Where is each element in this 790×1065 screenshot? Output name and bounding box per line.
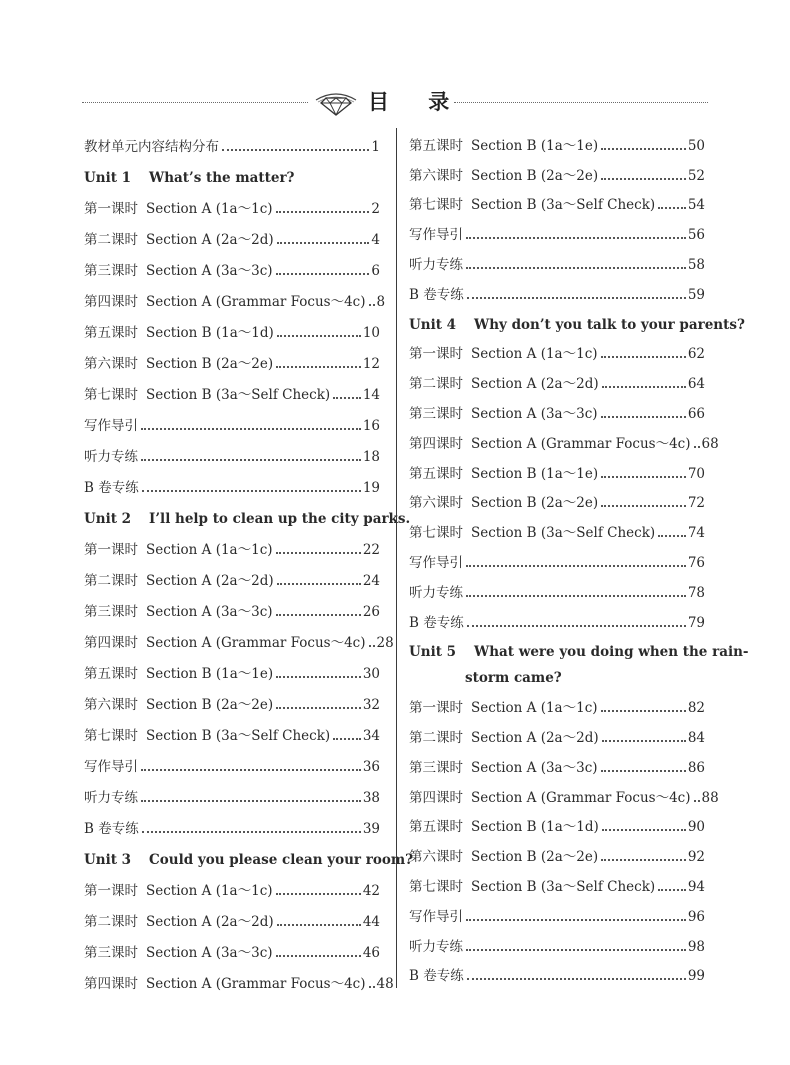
- page-number: 26: [362, 604, 380, 620]
- page-number: 66: [687, 405, 705, 422]
- page-number: 28: [376, 635, 394, 651]
- leader-dots: [467, 296, 686, 299]
- unit-title: Could you please clean your room?: [149, 852, 414, 868]
- leader-dots: [369, 644, 375, 647]
- lesson-label: 第五课时: [84, 666, 138, 682]
- toc-entry[interactable]: [84, 930, 380, 961]
- section-label: 写作导引: [84, 418, 138, 434]
- leader-dots: [601, 355, 686, 358]
- page-number: 84: [687, 729, 705, 746]
- lesson-label: 第二课时: [84, 914, 138, 930]
- page-number: 39: [362, 821, 380, 837]
- section-label: Section A (Grammar Focus～4c): [146, 976, 366, 992]
- page-number: 38: [362, 790, 380, 806]
- toc-entry[interactable]: [409, 392, 705, 422]
- section-label: B 卷专练: [409, 286, 464, 303]
- leader-dots: [694, 799, 700, 802]
- section-label: Section B (1a～1e): [146, 666, 274, 682]
- page-number: 46: [362, 945, 380, 961]
- unit-title: What were you doing when the rain-: [474, 644, 749, 661]
- lesson-label: 第三课时: [84, 945, 138, 961]
- section-label: Section A (3a～3c): [471, 405, 598, 422]
- toc-entry[interactable]: [84, 682, 380, 713]
- leader-dots: [222, 148, 369, 151]
- lesson-label: 第六课时: [84, 697, 138, 713]
- lesson-label: 第五课时: [409, 465, 463, 482]
- section-label: Section B (3a～Self Check): [471, 525, 656, 542]
- header-dotted-rule-right: [454, 102, 708, 103]
- unit-number: Unit 5: [409, 644, 457, 661]
- unit-heading[interactable]: [84, 837, 414, 868]
- toc-entry[interactable]: [409, 482, 705, 512]
- leader-dots: [466, 594, 686, 597]
- unit-title-continued: storm came?: [465, 670, 562, 687]
- page-number: 30: [362, 666, 380, 682]
- toc-entry[interactable]: [409, 511, 705, 541]
- lesson-label: 第三课时: [409, 759, 463, 776]
- section-label: 听力专练: [84, 790, 138, 806]
- toc-entry[interactable]: [84, 186, 380, 217]
- unit-number: Unit 1: [84, 170, 132, 186]
- section-label: Section A (2a～2d): [471, 729, 599, 746]
- section-label: Section B (2a～2e): [146, 356, 274, 372]
- toc-entry[interactable]: [409, 865, 705, 895]
- leader-dots: [466, 948, 686, 951]
- toc-entry[interactable]: [84, 434, 380, 465]
- page-number: 98: [687, 938, 705, 955]
- toc-entry[interactable]: [409, 452, 705, 482]
- page-number: 79: [687, 614, 705, 631]
- toc-entry[interactable]: [84, 217, 380, 248]
- leader-dots: [601, 769, 686, 772]
- page-number: 96: [687, 908, 705, 925]
- toc-entry[interactable]: [409, 273, 705, 303]
- section-label: Section A (1a～1c): [471, 346, 598, 363]
- leader-dots: [276, 675, 361, 678]
- page-number: 12: [362, 356, 380, 372]
- toc-entry[interactable]: [409, 541, 705, 571]
- leader-dots: [466, 918, 686, 921]
- toc-entry[interactable]: [84, 248, 380, 279]
- section-label: Section B (2a～2e): [146, 697, 274, 713]
- leader-dots: [694, 445, 700, 448]
- page-number: 54: [687, 197, 705, 214]
- toc-entry[interactable]: [84, 961, 394, 992]
- lesson-label: 第二课时: [409, 729, 463, 746]
- toc-entry[interactable]: [409, 895, 705, 925]
- lesson-label: 第四课时: [409, 435, 463, 452]
- lesson-label: 第三课时: [409, 405, 463, 422]
- section-label: Section A (Grammar Focus～4c): [146, 635, 366, 651]
- page-number: 82: [687, 700, 705, 717]
- header-dotted-rule-left: [82, 102, 308, 103]
- page-number: 22: [362, 542, 380, 558]
- toc-entry[interactable]: [84, 465, 380, 496]
- leader-dots: [601, 504, 686, 507]
- unit-heading[interactable]: [84, 155, 380, 186]
- toc-entry[interactable]: [409, 686, 705, 716]
- leader-dots: [466, 564, 686, 567]
- page-number: 64: [687, 376, 705, 393]
- toc-entry[interactable]: [409, 746, 705, 776]
- section-label: B 卷专练: [409, 614, 464, 631]
- leader-dots: [333, 396, 361, 399]
- section-label: Section A (3a～3c): [146, 263, 273, 279]
- page-number: 58: [687, 256, 705, 273]
- section-label: Section B (2a～2e): [471, 849, 599, 866]
- page-number: 52: [687, 167, 705, 184]
- section-label: Section B (3a～Self Check): [471, 878, 656, 895]
- leader-dots: [601, 709, 686, 712]
- section-label: Section B (3a～Self Check): [471, 197, 656, 214]
- toc-entry[interactable]: [409, 571, 705, 601]
- section-label: Section B (3a～Self Check): [146, 728, 331, 744]
- leader-dots: [467, 977, 686, 980]
- leader-dots: [276, 365, 361, 368]
- toc-entry[interactable]: [84, 899, 380, 930]
- toc-entry[interactable]: [84, 341, 380, 372]
- leader-dots: [658, 534, 686, 537]
- section-label: Section A (1a～1c): [146, 201, 273, 217]
- leader-dots: [276, 892, 361, 895]
- leader-dots: [276, 613, 361, 616]
- page-number: 1: [371, 139, 380, 155]
- page-number: 14: [362, 387, 380, 403]
- leader-dots: [276, 954, 361, 957]
- toc-entry[interactable]: [409, 422, 719, 452]
- lesson-label: 第四课时: [84, 294, 138, 310]
- unit-title: What’s the matter?: [149, 170, 295, 186]
- leader-dots: [276, 551, 361, 554]
- lesson-label: 第二课时: [409, 376, 463, 393]
- toc-entry[interactable]: [409, 184, 705, 214]
- leader-dots: [141, 427, 361, 430]
- page-number: 50: [687, 137, 705, 154]
- section-label: Section B (1a～1d): [471, 819, 599, 836]
- toc-header: [82, 82, 708, 122]
- leader-dots: [369, 985, 375, 988]
- section-label: Section A (3a～3c): [471, 759, 598, 776]
- page-number: 32: [362, 697, 380, 713]
- leader-dots: [277, 923, 361, 926]
- page-number: 99: [687, 968, 705, 985]
- page-number: 78: [687, 584, 705, 601]
- page-number: 34: [362, 728, 380, 744]
- page-number: 74: [687, 525, 705, 542]
- toc-entry[interactable]: [409, 806, 705, 836]
- lesson-label: 第六课时: [409, 849, 463, 866]
- section-label: Section A (Grammar Focus～4c): [146, 294, 366, 310]
- page-number: 59: [687, 286, 705, 303]
- toc-entry[interactable]: [409, 124, 705, 154]
- lesson-label: 第二课时: [84, 573, 138, 589]
- section-label: Section B (1a～1e): [471, 137, 599, 154]
- toc-entry[interactable]: [409, 362, 705, 392]
- section-label: Section A (3a～3c): [146, 604, 273, 620]
- section-label: 听力专练: [409, 256, 463, 273]
- lesson-label: 第四课时: [409, 789, 463, 806]
- lesson-label: 第六课时: [409, 167, 463, 184]
- unit-number: Unit 2: [84, 511, 132, 527]
- lesson-label: 第四课时: [84, 976, 138, 992]
- section-label: 写作导引: [409, 554, 463, 571]
- toc-entry[interactable]: [409, 213, 705, 243]
- leader-dots: [142, 489, 361, 492]
- lesson-label: 第七课时: [409, 197, 463, 214]
- section-label: B 卷专练: [84, 480, 139, 496]
- leader-dots: [277, 334, 361, 337]
- page-number: 62: [687, 346, 705, 363]
- toc-entry[interactable]: [84, 279, 386, 310]
- leader-dots: [142, 830, 361, 833]
- section-label: Section A (1a～1c): [471, 700, 598, 717]
- toc-right-column: [409, 124, 749, 985]
- lesson-label: 第一课时: [409, 346, 463, 363]
- page-number: 48: [376, 976, 394, 992]
- section-label: Section A (2a～2d): [146, 232, 274, 248]
- leader-dots: [602, 828, 686, 831]
- toc-entry[interactable]: [84, 620, 394, 651]
- page-number: 16: [362, 418, 380, 434]
- section-label: Section A (3a～3c): [146, 945, 273, 961]
- toc-left-column: [84, 124, 414, 992]
- page-number: 88: [701, 789, 719, 806]
- unit-heading[interactable]: [409, 631, 749, 687]
- toc-entry[interactable]: [84, 806, 380, 837]
- leader-dots: [276, 272, 370, 275]
- section-label: 写作导引: [84, 759, 138, 775]
- lesson-label: 第七课时: [409, 525, 463, 542]
- unit-heading[interactable]: [84, 496, 411, 527]
- column-divider: [396, 128, 397, 988]
- section-label: Section A (Grammar Focus～4c): [471, 435, 691, 452]
- toc-entry[interactable]: [409, 835, 705, 865]
- toc-entry[interactable]: [409, 243, 705, 273]
- toc-entry[interactable]: [84, 124, 380, 155]
- leader-dots: [276, 706, 361, 709]
- leader-dots: [141, 799, 361, 802]
- section-label: B 卷专练: [84, 821, 139, 837]
- toc-entry[interactable]: [84, 589, 380, 620]
- lesson-label: 第一课时: [409, 700, 463, 717]
- section-label: Section B (2a～2e): [471, 167, 599, 184]
- toc-entry[interactable]: [84, 372, 380, 403]
- lesson-label: 第一课时: [84, 201, 138, 217]
- section-label: Section A (2a～2d): [146, 573, 274, 589]
- lesson-label: 第七课时: [84, 728, 138, 744]
- section-label: 听力专练: [84, 449, 138, 465]
- page-number: 4: [371, 232, 380, 248]
- lesson-label: 第三课时: [84, 263, 138, 279]
- leader-dots: [601, 177, 686, 180]
- toc-entry[interactable]: [84, 558, 380, 589]
- lesson-label: 第五课时: [409, 819, 463, 836]
- section-label: 教材单元内容结构分布: [84, 139, 219, 155]
- section-label: Section B (1a～1e): [471, 465, 599, 482]
- leader-dots: [466, 236, 686, 239]
- section-label: Section A (1a～1c): [146, 542, 273, 558]
- unit-heading[interactable]: [409, 303, 745, 333]
- page-number: 6: [371, 263, 380, 279]
- page-number: 42: [362, 883, 380, 899]
- toc-entry[interactable]: [84, 775, 380, 806]
- section-label: 听力专练: [409, 584, 463, 601]
- lesson-label: 第三课时: [84, 604, 138, 620]
- unit-number: Unit 4: [409, 316, 457, 333]
- lesson-label: 第二课时: [84, 232, 138, 248]
- toc-entry[interactable]: [409, 333, 705, 363]
- toc-entry[interactable]: [409, 154, 705, 184]
- toc-entry[interactable]: [409, 955, 705, 985]
- lesson-label: 第五课时: [84, 325, 138, 341]
- leader-dots: [277, 582, 361, 585]
- unit-title: I’ll help to clean up the city parks.: [149, 511, 411, 527]
- section-label: 写作导引: [409, 227, 463, 244]
- toc-entry[interactable]: [84, 868, 380, 899]
- page-number: 70: [687, 465, 705, 482]
- section-label: 听力专练: [409, 938, 463, 955]
- page-number: 8: [376, 294, 386, 310]
- lesson-label: 第七课时: [409, 878, 463, 895]
- lesson-label: 第七课时: [84, 387, 138, 403]
- leader-dots: [601, 858, 686, 861]
- leader-dots: [276, 210, 370, 213]
- leader-dots: [601, 475, 686, 478]
- page-number: 56: [687, 227, 705, 244]
- toc-entry[interactable]: [84, 744, 380, 775]
- section-label: Section A (2a～2d): [146, 914, 274, 930]
- unit-heading-line: [409, 631, 749, 661]
- leader-dots: [333, 737, 361, 740]
- page-number: 72: [687, 495, 705, 512]
- section-label: Section A (2a～2d): [471, 376, 599, 393]
- section-label: B 卷专练: [409, 968, 464, 985]
- page-number: 18: [362, 449, 380, 465]
- lesson-label: 第五课时: [409, 137, 463, 154]
- page-number: 94: [687, 878, 705, 895]
- page-number: 76: [687, 554, 705, 571]
- leader-dots: [601, 415, 686, 418]
- section-label: 写作导引: [409, 908, 463, 925]
- lesson-label: 第六课时: [409, 495, 463, 512]
- page-number: 19: [362, 480, 380, 496]
- leader-dots: [658, 206, 686, 209]
- toc-entry[interactable]: [84, 713, 380, 744]
- leader-dots: [601, 147, 686, 150]
- page-number: 92: [687, 849, 705, 866]
- toc-entry[interactable]: [409, 925, 705, 955]
- leader-dots: [141, 768, 361, 771]
- lesson-label: 第六课时: [84, 356, 138, 372]
- leader-dots: [467, 624, 686, 627]
- section-label: Section A (1a～1c): [146, 883, 273, 899]
- lesson-label: 第四课时: [84, 635, 138, 651]
- page-number: 90: [687, 819, 705, 836]
- unit-number: Unit 3: [84, 852, 132, 868]
- leader-dots: [658, 888, 686, 891]
- toc-entry[interactable]: [409, 776, 719, 806]
- leader-dots: [602, 739, 686, 742]
- toc-entry[interactable]: [409, 601, 705, 631]
- section-label: Section B (1a～1d): [146, 325, 274, 341]
- page-number: 24: [362, 573, 380, 589]
- section-label: Section A (Grammar Focus～4c): [471, 789, 691, 806]
- toc-entry[interactable]: [84, 651, 380, 682]
- page-number: 10: [362, 325, 380, 341]
- section-label: Section B (3a～Self Check): [146, 387, 331, 403]
- leader-dots: [277, 241, 370, 244]
- toc-entry[interactable]: [84, 403, 380, 434]
- leader-dots: [369, 303, 375, 306]
- page-number: 44: [362, 914, 380, 930]
- lesson-label: 第一课时: [84, 883, 138, 899]
- page-title: 目 录: [368, 90, 466, 114]
- leader-dots: [466, 266, 686, 269]
- lesson-label: 第一课时: [84, 542, 138, 558]
- section-label: Section B (2a～2e): [471, 495, 599, 512]
- page-number: 2: [371, 201, 380, 217]
- toc-entry[interactable]: [409, 716, 705, 746]
- leader-dots: [602, 385, 686, 388]
- leader-dots: [141, 458, 361, 461]
- toc-entry[interactable]: [84, 310, 380, 341]
- diamond-icon: [314, 84, 358, 118]
- unit-title: Why don’t you talk to your parents?: [474, 316, 745, 333]
- page-number: 68: [701, 435, 719, 452]
- toc-entry[interactable]: [84, 527, 380, 558]
- page-number: 86: [687, 759, 705, 776]
- page-number: 36: [362, 759, 380, 775]
